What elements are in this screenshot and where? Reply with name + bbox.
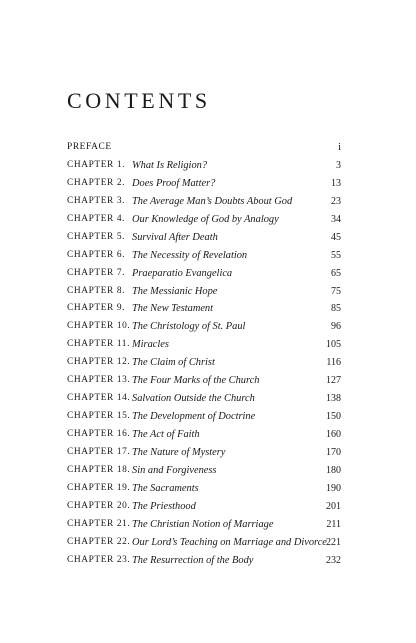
chapter-label: CHAPTER 6.	[67, 249, 126, 260]
chapter-title: The Messianic Hope	[132, 285, 218, 297]
chapter-title: The Priesthood	[132, 500, 196, 512]
chapter-label: CHAPTER 7.	[67, 267, 126, 278]
chapter-page-number: 221	[326, 536, 341, 548]
chapter-label: CHAPTER 8.	[67, 285, 126, 296]
chapter-label: CHAPTER 14.	[67, 393, 131, 404]
chapter-title: Survival After Death	[132, 231, 218, 243]
chapter-page-number: 116	[326, 357, 341, 369]
chapter-label: CHAPTER 1.	[67, 159, 126, 170]
chapter-label: CHAPTER 5.	[67, 231, 126, 242]
chapter-page-number: 13	[331, 177, 341, 189]
chapter-title: The Act of Faith	[132, 429, 200, 440]
preface-label: PREFACE	[67, 142, 112, 152]
chapter-label: CHAPTER 12.	[67, 357, 131, 368]
toc-entry-chapter-11[interactable]	[67, 336, 341, 354]
toc-entry-chapter-21[interactable]	[67, 516, 341, 534]
chapter-page-number: 127	[326, 375, 341, 387]
chapter-page-number: 23	[331, 195, 341, 207]
chapter-label: CHAPTER 22.	[67, 536, 131, 547]
chapter-page-number: 34	[331, 213, 341, 225]
chapter-title: The Average Man’s Doubts About God	[132, 195, 293, 207]
toc-entry-chapter-15[interactable]	[67, 408, 341, 426]
chapter-page-number: 65	[331, 267, 341, 279]
toc-entry-chapter-20[interactable]	[67, 498, 341, 516]
chapter-title: The Four Marks of the Church	[132, 375, 260, 387]
chapter-page-number: 211	[326, 518, 341, 530]
chapter-title: The Development of Doctrine	[132, 411, 256, 423]
chapter-page-number: 138	[326, 393, 341, 405]
toc-entry-chapter-1[interactable]	[67, 157, 341, 175]
chapter-page-number: 45	[331, 231, 341, 243]
table-of-contents	[67, 139, 341, 570]
chapter-page-number: 3	[336, 159, 341, 171]
chapter-title: Does Proof Matter?	[132, 177, 216, 189]
toc-entry-chapter-10[interactable]	[67, 318, 341, 336]
chapter-page-number: 160	[326, 429, 341, 440]
chapter-label: CHAPTER 17.	[67, 446, 131, 457]
toc-entry-preface[interactable]	[67, 139, 341, 157]
chapter-title: The Nature of Mystery	[132, 446, 226, 458]
toc-entry-chapter-22[interactable]	[67, 534, 341, 552]
chapter-page-number: 75	[331, 285, 341, 297]
toc-entry-chapter-7[interactable]	[67, 265, 341, 283]
chapter-label: CHAPTER 18.	[67, 464, 131, 475]
chapter-label: CHAPTER 9.	[67, 303, 126, 314]
chapter-page-number: 150	[326, 411, 341, 423]
chapter-label: CHAPTER 10.	[67, 321, 131, 332]
chapter-title: Praeparatio Evangelica	[132, 267, 233, 279]
toc-entry-chapter-3[interactable]	[67, 193, 341, 211]
chapter-label: CHAPTER 19.	[67, 482, 131, 493]
chapter-label: CHAPTER 21.	[67, 518, 131, 529]
chapter-title: Salvation Outside the Church	[132, 393, 255, 405]
chapter-title: The Resurrection of the Body	[132, 554, 254, 566]
toc-entry-chapter-18[interactable]	[67, 462, 341, 480]
chapter-label: CHAPTER 16.	[67, 429, 131, 439]
chapter-page-number: 180	[326, 464, 341, 476]
chapter-label: CHAPTER 4.	[67, 213, 126, 224]
chapter-label: CHAPTER 20.	[67, 500, 131, 511]
chapter-page-number: 201	[326, 500, 341, 512]
chapter-page-number: 170	[326, 446, 341, 458]
toc-entry-chapter-5[interactable]	[67, 229, 341, 247]
chapter-title: The Sacraments	[132, 482, 199, 494]
toc-entry-chapter-6[interactable]	[67, 247, 341, 265]
chapter-label: CHAPTER 15.	[67, 411, 131, 422]
chapter-title: Miracles	[132, 339, 169, 351]
chapter-label: CHAPTER 23.	[67, 554, 131, 565]
chapter-page-number: 55	[331, 249, 341, 261]
toc-entry-chapter-19[interactable]	[67, 480, 341, 498]
toc-entry-chapter-17[interactable]	[67, 444, 341, 462]
chapter-page-number: 96	[331, 321, 341, 333]
chapter-label: CHAPTER 11.	[67, 339, 131, 350]
toc-entry-chapter-23[interactable]	[67, 552, 341, 570]
chapter-title: Sin and Forgiveness	[132, 464, 217, 476]
chapter-title: The Claim of Christ	[132, 357, 215, 369]
chapter-page-number: 105	[326, 339, 341, 351]
toc-entry-chapter-9[interactable]	[67, 300, 341, 318]
chapter-title: The New Testament	[132, 303, 214, 315]
chapter-title: The Necessity of Revelation	[132, 249, 248, 261]
chapter-label: CHAPTER 13.	[67, 375, 131, 386]
chapter-title: The Christology of St. Paul	[132, 321, 246, 333]
toc-entry-chapter-12[interactable]	[67, 354, 341, 372]
chapter-page-number: 232	[326, 554, 341, 566]
contents-heading: CONTENTS	[67, 88, 211, 113]
chapter-label: CHAPTER 3.	[67, 195, 126, 206]
chapter-label: CHAPTER 2.	[67, 177, 126, 188]
chapter-title: What Is Religion?	[132, 159, 208, 171]
chapter-page-number: 190	[326, 482, 341, 494]
chapter-page-number: 85	[331, 303, 341, 315]
toc-entry-chapter-2[interactable]	[67, 175, 341, 193]
chapter-title: Our Knowledge of God by Analogy	[132, 213, 279, 225]
preface-page-number: i	[338, 142, 341, 153]
chapter-title: Our Lord’s Teaching on Marriage and Divorce	[132, 536, 327, 548]
toc-entry-chapter-4[interactable]	[67, 211, 341, 229]
toc-entry-chapter-13[interactable]	[67, 372, 341, 390]
chapter-title: The Christian Notion of Marriage	[132, 518, 274, 530]
toc-entry-chapter-14[interactable]	[67, 390, 341, 408]
toc-entry-chapter-16[interactable]	[67, 426, 341, 444]
toc-entry-chapter-8[interactable]	[67, 283, 341, 301]
